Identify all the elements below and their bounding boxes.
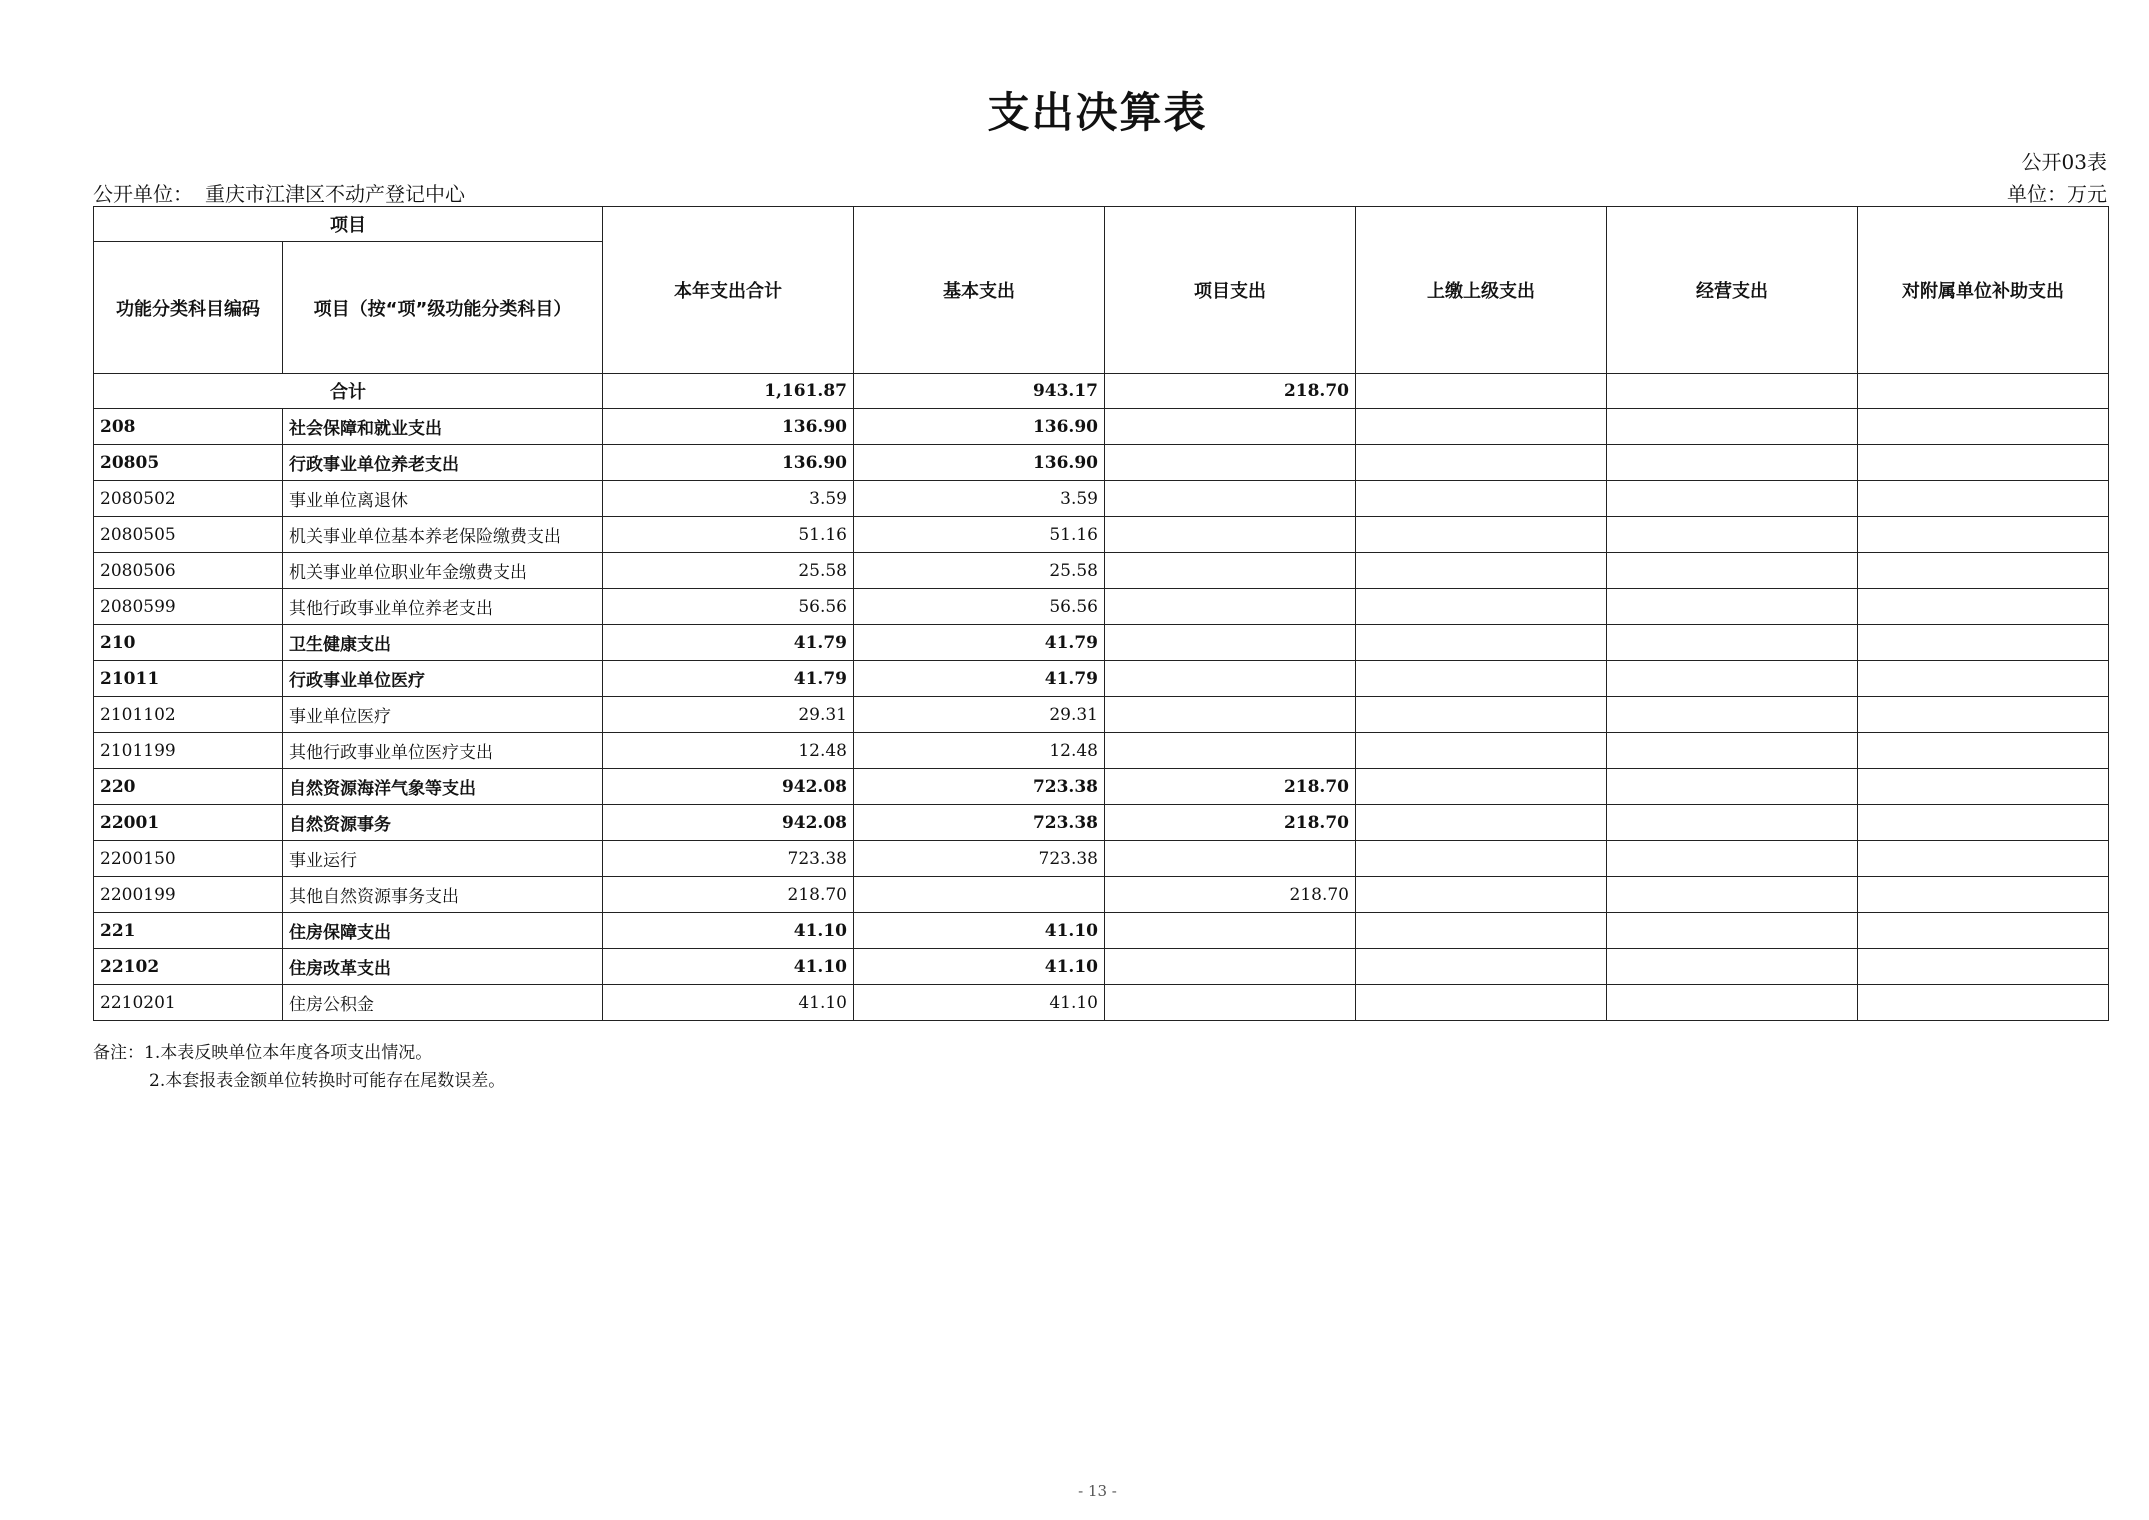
table-row [94, 769, 2109, 805]
cell-basic: 723.38 [854, 769, 1105, 805]
cell-business [1607, 769, 1858, 805]
cell-business [1607, 517, 1858, 553]
cell-project [1105, 481, 1356, 517]
cell-business [1607, 589, 1858, 625]
table-row [94, 841, 2109, 877]
cell-subsidy [1858, 625, 2109, 661]
cell-name: 事业运行 [283, 841, 603, 877]
cell-business [1607, 805, 1858, 841]
cell-business [1607, 985, 1858, 1021]
cell-total: 56.56 [603, 589, 854, 625]
cell-remit [1356, 661, 1607, 697]
cell-remit [1356, 697, 1607, 733]
header-code: 功能分类科目编码 [94, 242, 283, 374]
cell-total: 3.59 [603, 481, 854, 517]
cell-code: 21011 [94, 661, 283, 697]
page-title: 支出决算表 [987, 88, 1208, 137]
cell-project [1105, 553, 1356, 589]
total-cell-project: 218.70 [1105, 374, 1356, 409]
cell-business [1607, 877, 1858, 913]
cell-remit [1356, 913, 1607, 949]
cell-code: 2101102 [94, 697, 283, 733]
cell-remit [1356, 409, 1607, 445]
cell-project [1105, 949, 1356, 985]
header-project: 项目支出 [1105, 207, 1356, 374]
cell-subsidy [1858, 589, 2109, 625]
cell-code: 210 [94, 625, 283, 661]
cell-project: 218.70 [1105, 877, 1356, 913]
cell-name: 卫生健康支出 [283, 625, 603, 661]
cell-name: 机关事业单位职业年金缴费支出 [283, 553, 603, 589]
cell-total: 218.70 [603, 877, 854, 913]
cell-business [1607, 445, 1858, 481]
cell-project [1105, 517, 1356, 553]
table-row [94, 553, 2109, 589]
cell-code: 2080502 [94, 481, 283, 517]
cell-remit [1356, 877, 1607, 913]
cell-basic: 29.31 [854, 697, 1105, 733]
cell-total: 41.10 [603, 985, 854, 1021]
cell-total: 41.79 [603, 625, 854, 661]
total-cell-total: 1,161.87 [603, 374, 854, 409]
table-row [94, 481, 2109, 517]
cell-total: 41.79 [603, 661, 854, 697]
cell-name: 住房公积金 [283, 985, 603, 1021]
cell-basic: 3.59 [854, 481, 1105, 517]
cell-remit [1356, 553, 1607, 589]
cell-total: 136.90 [603, 409, 854, 445]
cell-code: 2200199 [94, 877, 283, 913]
cell-total: 29.31 [603, 697, 854, 733]
cell-code: 2080505 [94, 517, 283, 553]
table-row [94, 625, 2109, 661]
cell-remit [1356, 805, 1607, 841]
cell-project [1105, 661, 1356, 697]
table-row [94, 697, 2109, 733]
cell-basic: 12.48 [854, 733, 1105, 769]
cell-basic: 136.90 [854, 445, 1105, 481]
cell-project [1105, 445, 1356, 481]
cell-name: 其他自然资源事务支出 [283, 877, 603, 913]
note-line-1: 备注：1.本表反映单位本年度各项支出情况。 [93, 1043, 433, 1063]
cell-basic: 723.38 [854, 841, 1105, 877]
cell-subsidy [1858, 877, 2109, 913]
cell-business [1607, 409, 1858, 445]
table-row [94, 877, 2109, 913]
cell-total: 12.48 [603, 733, 854, 769]
cell-basic: 41.10 [854, 949, 1105, 985]
total-cell-remit [1356, 374, 1607, 409]
cell-code: 22102 [94, 949, 283, 985]
cell-subsidy [1858, 769, 2109, 805]
cell-subsidy [1858, 481, 2109, 517]
cell-project [1105, 625, 1356, 661]
cell-subsidy [1858, 949, 2109, 985]
table-row [94, 589, 2109, 625]
table-row [94, 733, 2109, 769]
cell-project [1105, 697, 1356, 733]
header-remit: 上缴上级支出 [1356, 207, 1607, 374]
cell-subsidy [1858, 553, 2109, 589]
cell-business [1607, 553, 1858, 589]
cell-name: 其他行政事业单位医疗支出 [283, 733, 603, 769]
cell-remit [1356, 625, 1607, 661]
cell-business [1607, 625, 1858, 661]
cell-remit [1356, 841, 1607, 877]
cell-total: 942.08 [603, 769, 854, 805]
cell-remit [1356, 589, 1607, 625]
cell-basic: 51.16 [854, 517, 1105, 553]
cell-business [1607, 661, 1858, 697]
cell-subsidy [1858, 913, 2109, 949]
cell-remit [1356, 481, 1607, 517]
cell-code: 2080506 [94, 553, 283, 589]
cell-project [1105, 913, 1356, 949]
form-number: 公开03表 [2021, 150, 2107, 174]
unit-line [93, 178, 2107, 207]
cell-project [1105, 841, 1356, 877]
cell-basic: 41.79 [854, 661, 1105, 697]
table-row [94, 805, 2109, 841]
header-name: 项目（按“项”级功能分类科目） [283, 242, 603, 374]
cell-code: 2200150 [94, 841, 283, 877]
cell-total: 25.58 [603, 553, 854, 589]
cell-business [1607, 733, 1858, 769]
table-row [94, 913, 2109, 949]
cell-remit [1356, 985, 1607, 1021]
cell-business [1607, 841, 1858, 877]
expenditure-table [93, 206, 2109, 1021]
cell-remit [1356, 733, 1607, 769]
table-row [94, 409, 2109, 445]
total-label: 合计 [94, 374, 603, 409]
cell-total: 723.38 [603, 841, 854, 877]
cell-code: 2080599 [94, 589, 283, 625]
cell-code: 2210201 [94, 985, 283, 1021]
cell-business [1607, 481, 1858, 517]
cell-subsidy [1858, 985, 2109, 1021]
cell-subsidy [1858, 805, 2109, 841]
total-cell-basic: 943.17 [854, 374, 1105, 409]
cell-subsidy [1858, 517, 2109, 553]
notes [93, 1039, 505, 1095]
cell-project: 218.70 [1105, 769, 1356, 805]
cell-name: 行政事业单位养老支出 [283, 445, 603, 481]
cell-total: 51.16 [603, 517, 854, 553]
table-row [94, 517, 2109, 553]
cell-name: 自然资源事务 [283, 805, 603, 841]
header-basic: 基本支出 [854, 207, 1105, 374]
cell-project [1105, 589, 1356, 625]
table-row [94, 445, 2109, 481]
cell-total: 136.90 [603, 445, 854, 481]
cell-business [1607, 949, 1858, 985]
cell-remit [1356, 517, 1607, 553]
cell-subsidy [1858, 733, 2109, 769]
total-cell-subsidy [1858, 374, 2109, 409]
cell-subsidy [1858, 409, 2109, 445]
header-subsidy: 对附属单位补助支出 [1858, 207, 2109, 374]
cell-remit [1356, 445, 1607, 481]
total-row [94, 374, 2109, 409]
total-cell-business [1607, 374, 1858, 409]
cell-business [1607, 697, 1858, 733]
cell-basic: 136.90 [854, 409, 1105, 445]
cell-code: 22001 [94, 805, 283, 841]
header-business: 经营支出 [1607, 207, 1858, 374]
cell-subsidy [1858, 445, 2109, 481]
table-row [94, 949, 2109, 985]
header-total: 本年支出合计 [603, 207, 854, 374]
cell-business [1607, 913, 1858, 949]
cell-name: 自然资源海洋气象等支出 [283, 769, 603, 805]
cell-basic: 723.38 [854, 805, 1105, 841]
cell-name: 事业单位医疗 [283, 697, 603, 733]
cell-subsidy [1858, 697, 2109, 733]
cell-basic [854, 877, 1105, 913]
cell-name: 其他行政事业单位养老支出 [283, 589, 603, 625]
cell-name: 住房改革支出 [283, 949, 603, 985]
cell-basic: 56.56 [854, 589, 1105, 625]
note-line-2: 2.本套报表金额单位转换时可能存在尾数误差。 [149, 1071, 506, 1091]
reporting-unit [93, 178, 477, 207]
cell-remit [1356, 769, 1607, 805]
cell-total: 41.10 [603, 913, 854, 949]
table-row [94, 661, 2109, 697]
cell-basic: 41.10 [854, 913, 1105, 949]
header-item-group: 项目 [94, 207, 603, 242]
cell-project [1105, 985, 1356, 1021]
cell-subsidy [1858, 841, 2109, 877]
cell-total: 942.08 [603, 805, 854, 841]
cell-name: 事业单位离退休 [283, 481, 603, 517]
cell-project [1105, 409, 1356, 445]
cell-basic: 25.58 [854, 553, 1105, 589]
cell-code: 20805 [94, 445, 283, 481]
cell-name: 行政事业单位医疗 [283, 661, 603, 697]
cell-name: 社会保障和就业支出 [283, 409, 603, 445]
cell-name: 机关事业单位基本养老保险缴费支出 [283, 517, 603, 553]
cell-project: 218.70 [1105, 805, 1356, 841]
cell-basic: 41.10 [854, 985, 1105, 1021]
cell-code: 208 [94, 409, 283, 445]
cell-total: 41.10 [603, 949, 854, 985]
reporting-unit-label: 公开单位： [93, 182, 193, 206]
cell-name: 住房保障支出 [283, 913, 603, 949]
cell-project [1105, 733, 1356, 769]
reporting-unit-name: 重庆市江津区不动产登记中心 [205, 182, 465, 206]
cell-code: 220 [94, 769, 283, 805]
cell-basic: 41.79 [854, 625, 1105, 661]
page-number: - 13 - [1078, 1482, 1117, 1500]
cell-subsidy [1858, 661, 2109, 697]
cell-code: 221 [94, 913, 283, 949]
cell-remit [1356, 949, 1607, 985]
currency-unit: 单位：万元 [2007, 182, 2107, 206]
table-row [94, 985, 2109, 1021]
cell-code: 2101199 [94, 733, 283, 769]
